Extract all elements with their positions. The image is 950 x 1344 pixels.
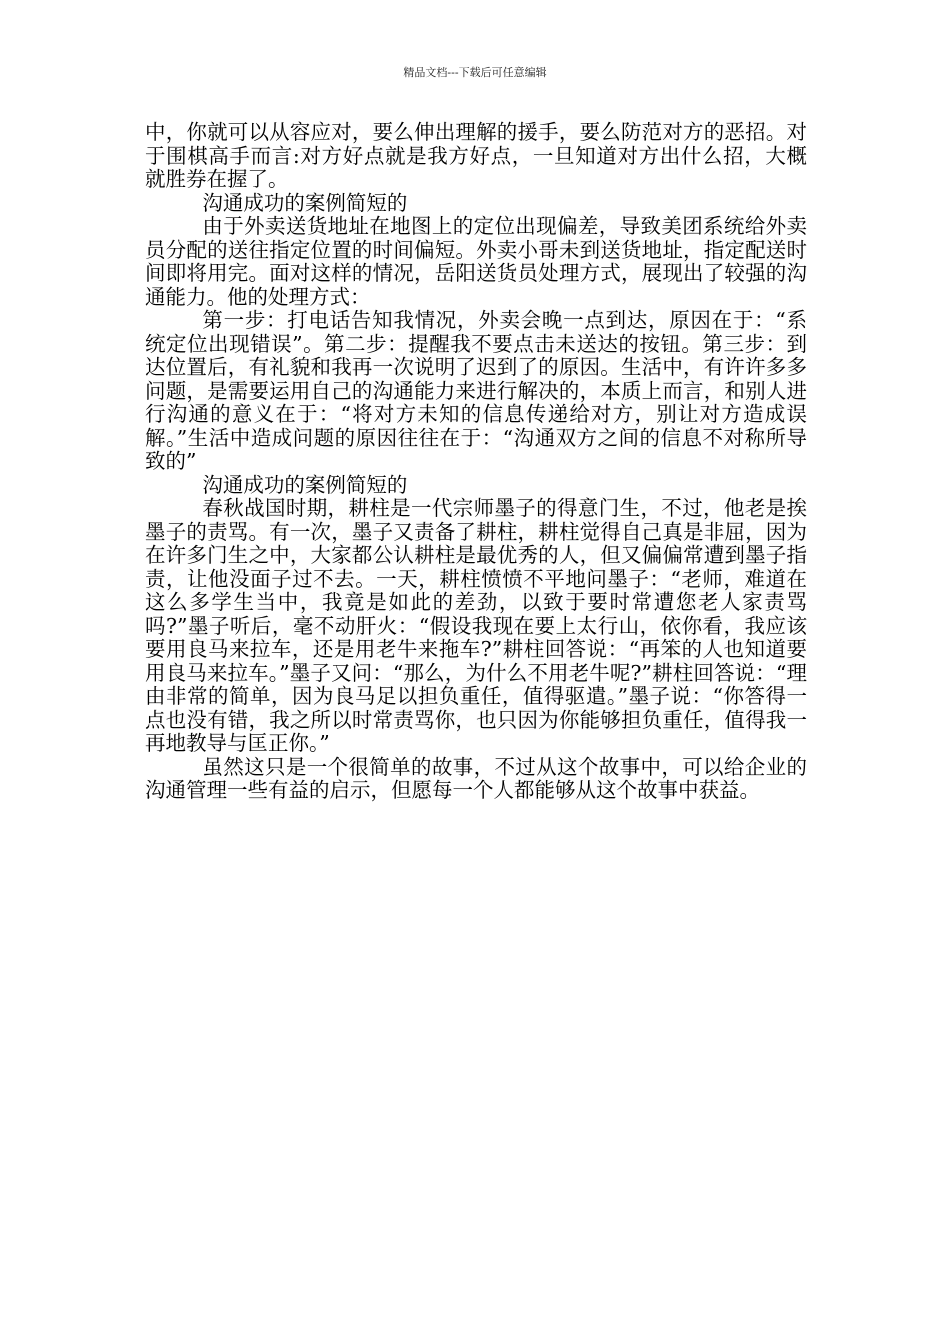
paragraph-delivery-case: 由于外卖送货地址在地图上的定位出现偏差，导致美团系统给外卖员分配的送往指定位置的时间偏短。外卖小哥未到送货地址，指定配送时间即将用完。面对这样的情况，岳阳送货员处理方式，展现出了较强的沟通能力。他的处理方式： (145, 214, 807, 309)
paragraph-mozi-story: 春秋战国时期，耕柱是一代宗师墨子的得意门生，不过，他老是挨墨子的责骂。有一次，墨子又责备了耕柱，耕柱觉得自己真是非屈，因为在许多门生之中，大家都公认耕柱是最优秀的人，但又偏偏常遭到墨子指责，让他没面子过不去。一天，耕柱愤愤不平地问墨子：“老师，难道在这么多学生当中，我竟是如此的差劲，以致于要时常遭您老人家责骂吗?”墨子听后，毫不动肝火：“假设我现在要上太行山，依你看，我应该要用良马来拉车，还是用老牛来拖车?”耕柱回答说：“再笨的人也知道要用良马来拉车。”墨子又问：“那么，为什么不用老牛呢?”耕柱回答说：“理由非常的简单，因为良马足以担负重任，值得驱遣。”墨子说：“你答得一点也没有错，我之所以时常责骂你，也只因为你能够担负重任，值得我一再地教导与匡正你。” (145, 496, 807, 755)
page-header: 精品文档---下载后可任意编辑 (403, 66, 547, 79)
document-body (145, 121, 807, 803)
paragraph-continuation: 中，你就可以从容应对，要么伸出理解的援手，要么防范对方的恶招。对于围棋高手而言:对方好点就是我方好点，一旦知道对方出什么招，大概就胜券在握了。 (145, 120, 807, 191)
section-heading: 沟通成功的案例简短的 (202, 190, 408, 215)
paragraph-delivery-steps: 第一步：打电话告知我情况，外卖会晚一点到达，原因在于：“系统定位出现错误”。第二步：提醒我不要点击未送达的按钮。第三步：到达位置后，有礼貌和我再一次说明了迟到了的原因。生活中，有许许多多问题，是需要运用自己的沟通能力来进行解决的，本质上而言，和别人进行沟通的意义在于：“将对方未知的信息传递给对方，别让对方造成误解。”生活中造成问题的原因往往在于：“沟通双方之间的信息不对称所导致的” (145, 308, 807, 473)
section-heading: 沟通成功的案例简短的 (202, 472, 408, 497)
paragraph-conclusion: 虽然这只是一个很简单的故事，不过从这个故事中，可以给企业的沟通管理一些有益的启示，但愿每一个人都能够从这个故事中获益。 (145, 754, 807, 802)
